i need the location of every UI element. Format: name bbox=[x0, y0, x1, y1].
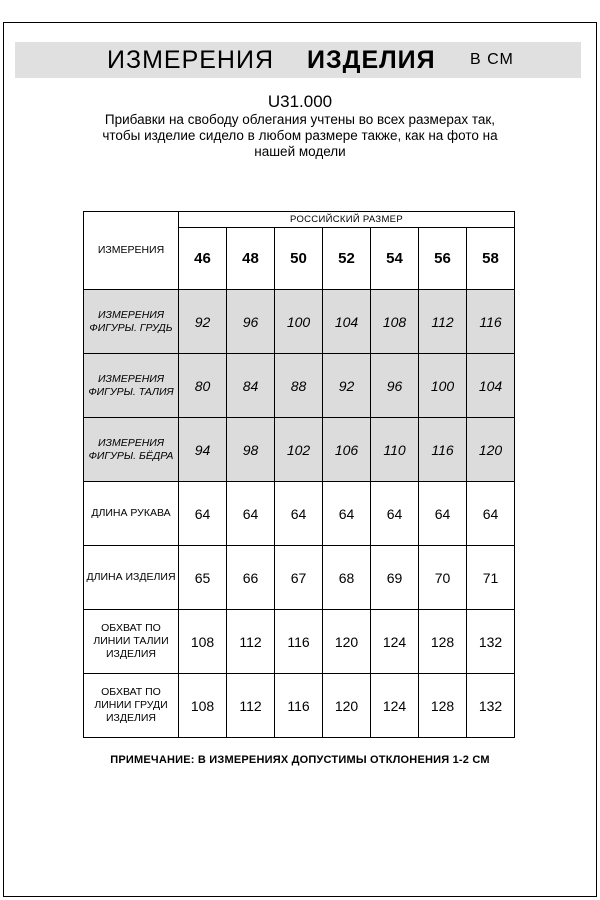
row-label-line: ИЗМЕРЕНИЯ bbox=[98, 308, 164, 321]
row-label-line: ДЛИНА ИЗДЕЛИЯ bbox=[86, 571, 176, 583]
table-cell: 104 bbox=[323, 290, 371, 354]
row-label-line: ФИГУРЫ. ТАЛИЯ bbox=[88, 385, 174, 398]
table-cell: 132 bbox=[467, 674, 515, 738]
row-label-line: ДЛИНА РУКАВА bbox=[91, 507, 171, 519]
description bbox=[60, 112, 540, 160]
table-cell: 92 bbox=[323, 354, 371, 418]
row-label-line: ЛИНИИ ТАЛИИ bbox=[93, 635, 169, 647]
title-word-product: ИЗДЕЛИЯ bbox=[307, 46, 436, 74]
table-cell: 124 bbox=[371, 674, 419, 738]
table-row bbox=[84, 418, 515, 482]
row-label-line: ИЗДЕЛИЯ bbox=[105, 712, 157, 724]
size-header-cell: 54 bbox=[371, 228, 419, 290]
table-cell: 128 bbox=[419, 610, 467, 674]
row-label-line: ОБХВАТ ПО bbox=[101, 622, 161, 634]
row-label bbox=[84, 674, 179, 738]
description-line: чтобы изделие сидело в любом размере также, как на фото на bbox=[102, 128, 498, 143]
title-unit: В СМ bbox=[470, 51, 514, 68]
table-cell: 120 bbox=[323, 610, 371, 674]
title-word-measurements: ИЗМЕРЕНИЯ bbox=[107, 46, 274, 74]
table-cell: 102 bbox=[275, 418, 323, 482]
table-row bbox=[84, 610, 515, 674]
table-cell: 96 bbox=[371, 354, 419, 418]
row-label-line: ИЗМЕРЕНИЯ bbox=[98, 436, 164, 449]
row-label-line: ИЗМЕРЕНИЯ bbox=[98, 372, 164, 385]
table-cell: 128 bbox=[419, 674, 467, 738]
table-cell: 64 bbox=[179, 482, 227, 546]
table-row bbox=[84, 482, 515, 546]
table-cell: 108 bbox=[179, 610, 227, 674]
table-cell: 116 bbox=[467, 290, 515, 354]
table-cell: 71 bbox=[467, 546, 515, 610]
table-cell: 116 bbox=[419, 418, 467, 482]
table-cell: 67 bbox=[275, 546, 323, 610]
row-label-line: ИЗДЕЛИЯ bbox=[105, 648, 157, 660]
table-cell: 116 bbox=[275, 674, 323, 738]
table-cell: 65 bbox=[179, 546, 227, 610]
row-label bbox=[84, 290, 179, 354]
table-cell: 112 bbox=[227, 674, 275, 738]
table-cell: 110 bbox=[371, 418, 419, 482]
table-cell: 108 bbox=[179, 674, 227, 738]
description-line: нашей модели bbox=[254, 144, 346, 159]
table-cell: 64 bbox=[323, 482, 371, 546]
row-label-line: ФИГУРЫ. ГРУДЬ bbox=[89, 321, 173, 334]
table-row bbox=[84, 290, 515, 354]
description-line: Прибавки на свободу облегания учтены во всех размерах так, bbox=[104, 112, 496, 127]
table-cell: 70 bbox=[419, 546, 467, 610]
header-label-cell: ИЗМЕРЕНИЯ bbox=[84, 212, 179, 290]
size-table bbox=[83, 211, 515, 738]
table-cell: 120 bbox=[467, 418, 515, 482]
table-cell: 104 bbox=[467, 354, 515, 418]
table-cell: 64 bbox=[227, 482, 275, 546]
table-cell: 100 bbox=[419, 354, 467, 418]
table-cell: 132 bbox=[467, 610, 515, 674]
table-cell: 100 bbox=[275, 290, 323, 354]
row-label-line: ЛИНИИ ГРУДИ bbox=[94, 699, 168, 711]
size-header-cell: 52 bbox=[323, 228, 371, 290]
size-header-cell: 48 bbox=[227, 228, 275, 290]
table-cell: 98 bbox=[227, 418, 275, 482]
size-header-cell: 56 bbox=[419, 228, 467, 290]
row-label-line: ОБХВАТ ПО bbox=[101, 686, 161, 698]
table-cell: 69 bbox=[371, 546, 419, 610]
size-header-cell: 46 bbox=[179, 228, 227, 290]
model-number: U31.000 bbox=[267, 92, 333, 111]
table-cell: 64 bbox=[419, 482, 467, 546]
table-cell: 106 bbox=[323, 418, 371, 482]
table-cell: 108 bbox=[371, 290, 419, 354]
size-header-cell: 50 bbox=[275, 228, 323, 290]
size-group-header: РОССИЙСКИЙ РАЗМЕР bbox=[179, 212, 515, 228]
row-label bbox=[84, 354, 179, 418]
size-header-cell: 58 bbox=[467, 228, 515, 290]
row-label bbox=[84, 482, 179, 546]
table-cell: 120 bbox=[323, 674, 371, 738]
table-cell: 112 bbox=[227, 610, 275, 674]
table-row bbox=[84, 674, 515, 738]
table-cell: 112 bbox=[419, 290, 467, 354]
title-banner bbox=[15, 42, 581, 78]
table-cell: 94 bbox=[179, 418, 227, 482]
row-label-line: ФИГУРЫ. БЁДРА bbox=[88, 449, 174, 462]
table-cell: 92 bbox=[179, 290, 227, 354]
row-label bbox=[84, 418, 179, 482]
table-cell: 64 bbox=[275, 482, 323, 546]
row-label bbox=[84, 610, 179, 674]
table-cell: 116 bbox=[275, 610, 323, 674]
table-row bbox=[84, 354, 515, 418]
table-cell: 64 bbox=[371, 482, 419, 546]
table-cell: 68 bbox=[323, 546, 371, 610]
table-cell: 66 bbox=[227, 546, 275, 610]
note: ПРИМЕЧАНИЕ: В ИЗМЕРЕНИЯХ ДОПУСТИМЫ ОТКЛОНЕНИЯ 1-2 СМ bbox=[110, 754, 490, 766]
table-cell: 88 bbox=[275, 354, 323, 418]
table-cell: 84 bbox=[227, 354, 275, 418]
row-label bbox=[84, 546, 179, 610]
table-cell: 96 bbox=[227, 290, 275, 354]
table-cell: 124 bbox=[371, 610, 419, 674]
table-cell: 64 bbox=[467, 482, 515, 546]
table-cell: 80 bbox=[179, 354, 227, 418]
table-row bbox=[84, 546, 515, 610]
